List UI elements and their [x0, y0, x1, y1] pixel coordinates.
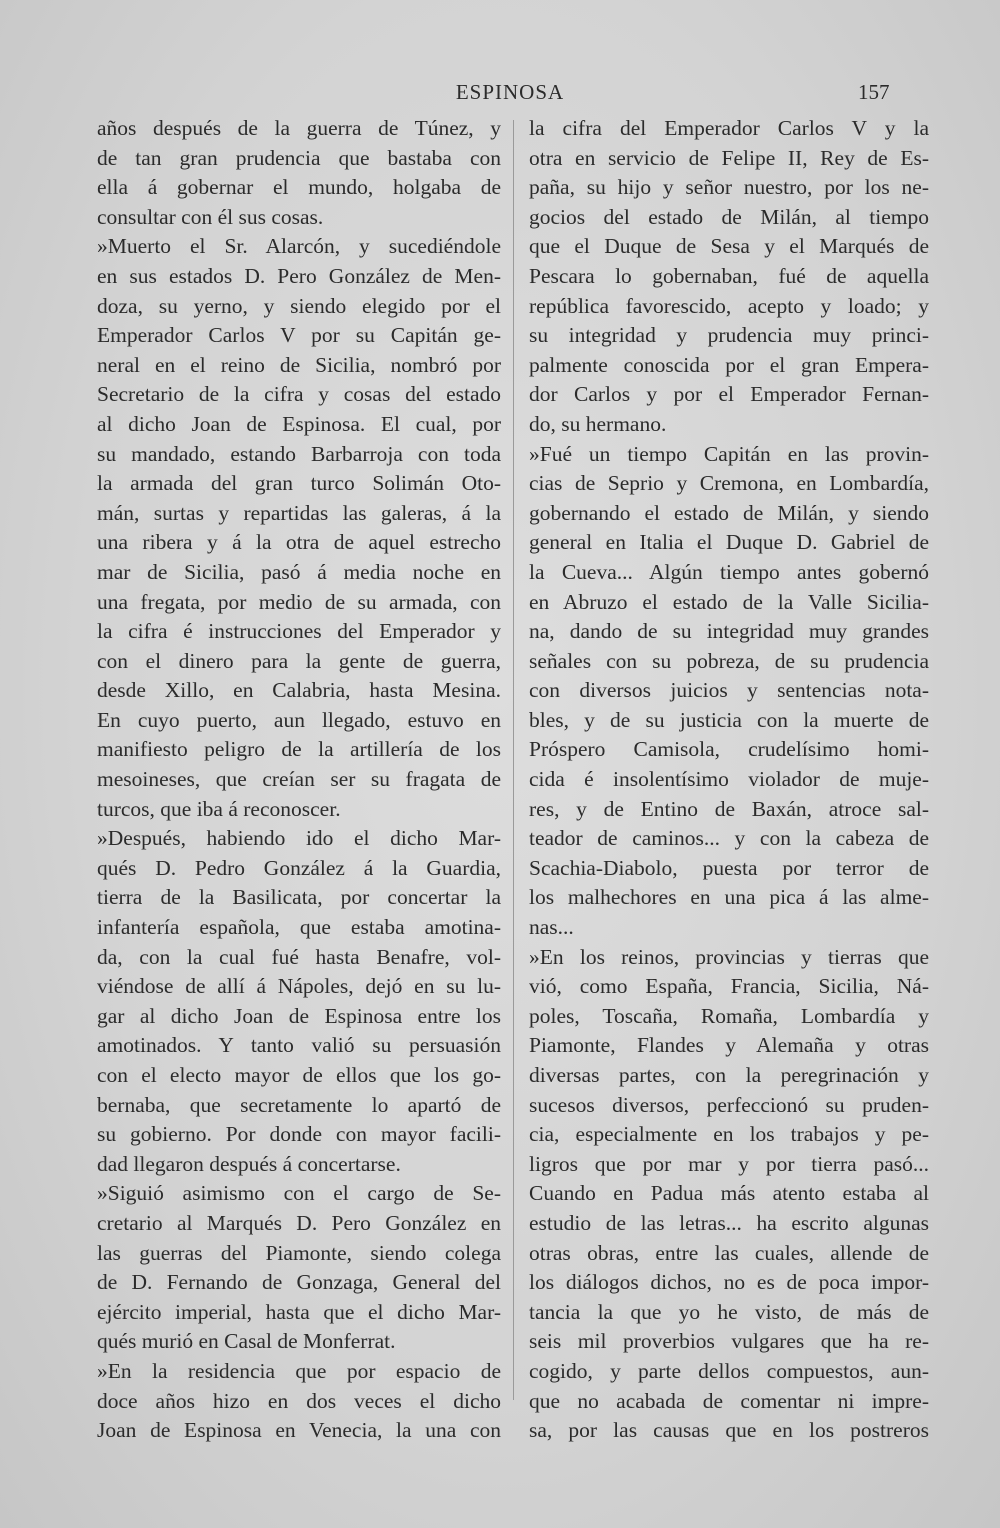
- text-line: palmente conoscida por el gran Empera-: [529, 352, 929, 377]
- text-line: doce años hizo en dos veces el dicho: [97, 1388, 501, 1413]
- text-line: otras obras, entre las cuales, allende de: [529, 1240, 929, 1265]
- text-line: »Muerto el Sr. Alarcón, y sucediéndole: [97, 234, 501, 259]
- text-line: res, y de Entino de Baxán, atroce sal-: [529, 796, 929, 821]
- text-line: »Fué un tiempo Capitán en las provin-: [529, 441, 929, 466]
- text-line: ejército imperial, hasta que el dicho Mar-: [97, 1299, 501, 1324]
- text-line: tierra de la Basilicata, por concertar la: [97, 885, 501, 910]
- text-line: »Siguió asimismo con el cargo de Se-: [97, 1181, 501, 1206]
- text-line: mán, surtas y repartidas las galeras, á la: [97, 500, 501, 525]
- text-line: república favorescido, acepto y loado; y: [529, 293, 929, 318]
- text-line: sucesos diversos, perfeccionó su pruden-: [529, 1092, 929, 1117]
- text-line: amotinados. Y tanto valió su persuasión: [97, 1033, 501, 1058]
- text-line: la cifra del Emperador Carlos V y la: [529, 116, 929, 140]
- text-line: qués murió en Casal de Monferrat.: [97, 1329, 396, 1354]
- text-line: qués D. Pedro González á la Guardia,: [97, 855, 501, 880]
- text-line: que no acabada de comentar ni impre-: [529, 1388, 929, 1413]
- text-line: »En la residencia que por espacio de: [97, 1358, 501, 1383]
- page-number: 157: [858, 80, 890, 104]
- text-line: una ribera y á la otra de aquel estrecho: [97, 530, 501, 555]
- text-line: que el Duque de Sesa y el Marqués de: [529, 234, 929, 259]
- text-line: una fregata, por medio de su armada, con: [97, 589, 501, 614]
- text-line: na, dando de su integridad muy grandes: [529, 619, 929, 644]
- text-line: En cuyo puerto, aun llegado, estuvo en: [97, 707, 501, 732]
- text-line: viéndose de allí á Nápoles, dejó en su lu-: [97, 974, 501, 999]
- text-line: desde Xillo, en Calabria, hasta Mesina.: [97, 678, 501, 703]
- text-line: con diversos juicios y sentencias nota-: [529, 678, 929, 703]
- text-line: Piamonte, Flandes y Alemaña y otras: [529, 1033, 929, 1058]
- text-line: Emperador Carlos V por su Capitán ge-: [97, 323, 501, 348]
- text-line: cretario al Marqués D. Pero González en: [97, 1210, 501, 1235]
- text-line: cias de Seprio y Cremona, en Lombardía,: [529, 471, 929, 496]
- text-line: Cuando en Padua más atento estaba al: [529, 1181, 929, 1206]
- column-rule: [513, 120, 514, 1400]
- text-line: la cifra é instrucciones del Emperador y: [97, 619, 501, 644]
- text-line: mesoineses, que creían ser su fragata de: [97, 767, 501, 792]
- text-line: consultar con él sus cosas.: [97, 204, 324, 229]
- text-line: los diálogos dichos, no es de poca impor-: [529, 1270, 929, 1295]
- text-line: señales con su pobreza, de su prudencia: [529, 648, 929, 673]
- text-line: gobernando el estado de Milán, y siendo: [529, 500, 929, 525]
- text-line: Joan de Espinosa en Venecia, la una con: [97, 1418, 501, 1443]
- text-line: su integridad y prudencia muy princi-: [529, 323, 929, 348]
- text-line: dad llegaron después á concertarse.: [97, 1151, 401, 1176]
- right-text-column: [529, 114, 929, 1446]
- text-line: »En los reinos, provincias y tierras que: [529, 944, 929, 969]
- text-line: gocios del estado de Milán, al tiempo: [529, 204, 929, 229]
- text-line: la Cueva... Algún tiempo antes gobernó: [529, 559, 929, 584]
- text-line: turcos, que iba á reconoscer.: [97, 796, 341, 821]
- text-line: tancia la que yo he visto, de más de: [529, 1299, 929, 1324]
- text-line: diversas partes, con la peregrinación y: [529, 1063, 929, 1087]
- text-line: gar al dicho Joan de Espinosa entre los: [97, 1003, 501, 1028]
- text-line: estudio de las letras... ha escrito algunas: [529, 1210, 929, 1235]
- text-line: dor Carlos y por el Emperador Fernan-: [529, 382, 929, 407]
- text-line: cogido, y parte dellos compuestos, aun-: [529, 1358, 929, 1383]
- text-line: manifiesto peligro de la artillería de los: [97, 737, 501, 762]
- text-line: sa, por las causas que en los postreros: [529, 1418, 929, 1443]
- text-line: Próspero Camisola, crudelísimo homi-: [529, 737, 929, 762]
- text-line: de D. Fernando de Gonzaga, General del: [97, 1270, 501, 1295]
- text-line: »Después, habiendo ido el dicho Mar-: [97, 826, 501, 851]
- text-line: neral en el reino de Sicilia, nombró por: [97, 352, 501, 377]
- text-line: cia, especialmente en los trabajos y pe-: [529, 1122, 929, 1147]
- text-line: bernaba, que secretamente lo apartó de: [97, 1092, 501, 1117]
- text-line: con el electo mayor de ellos que los go-: [97, 1063, 501, 1087]
- running-title: ESPINOSA: [455, 80, 565, 104]
- text-line: las guerras del Piamonte, siendo colega: [97, 1240, 501, 1265]
- text-line: en Abruzo el estado de la Valle Sicilia-: [529, 589, 929, 614]
- text-line: doza, su yerno, y siendo elegido por el: [97, 293, 501, 318]
- text-line: nas...: [529, 915, 574, 940]
- text-line: años después de la guerra de Túnez, y: [97, 116, 501, 140]
- text-line: Secretario de la cifra y cosas del estado: [97, 382, 501, 407]
- text-line: otra en servicio de Felipe II, Rey de Es-: [529, 145, 929, 170]
- text-line: da, con la cual fué hasta Benafre, vol-: [97, 944, 501, 969]
- text-line: su mandado, estando Barbarroja con toda: [97, 441, 501, 466]
- text-line: en sus estados D. Pero González de Men-: [97, 263, 501, 288]
- text-line: paña, su hijo y señor nuestro, por los ne-: [529, 175, 929, 200]
- text-line: poles, Toscaña, Romaña, Lombardía y: [529, 1003, 929, 1028]
- text-line: general en Italia el Duque D. Gabriel de: [529, 530, 929, 555]
- running-head: [0, 80, 1000, 110]
- text-line: bles, y de su justicia con la muerte de: [529, 707, 929, 732]
- text-line: mar de Sicilia, pasó á media noche en: [97, 559, 501, 584]
- text-line: ella á gobernar el mundo, holgaba de: [97, 175, 501, 200]
- text-line: do, su hermano.: [529, 411, 667, 436]
- text-line: infantería española, que estaba amotina-: [97, 915, 501, 940]
- text-line: teador de caminos... y con la cabeza de: [529, 826, 929, 851]
- text-line: de tan gran prudencia que bastaba con: [97, 145, 501, 170]
- text-line: los malhechores en una pica á las alme-: [529, 885, 929, 910]
- text-line: su gobierno. Por donde con mayor facili-: [97, 1122, 501, 1147]
- text-line: con el dinero para la gente de guerra,: [97, 648, 501, 673]
- text-line: seis mil proverbios vulgares que ha re-: [529, 1329, 929, 1354]
- text-line: Scachia-Diabolo, puesta por terror de: [529, 855, 929, 880]
- text-line: ligros que por mar y por tierra pasó...: [529, 1151, 929, 1176]
- text-line: vió, como España, Francia, Sicilia, Ná-: [529, 974, 929, 999]
- left-text-column: [97, 114, 501, 1446]
- text-line: Pescara lo gobernaban, fué de aquella: [529, 263, 929, 288]
- text-line: la armada del gran turco Solimán Oto-: [97, 471, 501, 496]
- text-line: cida é insolentísimo violador de muje-: [529, 767, 929, 792]
- text-line: al dicho Joan de Espinosa. El cual, por: [97, 411, 501, 436]
